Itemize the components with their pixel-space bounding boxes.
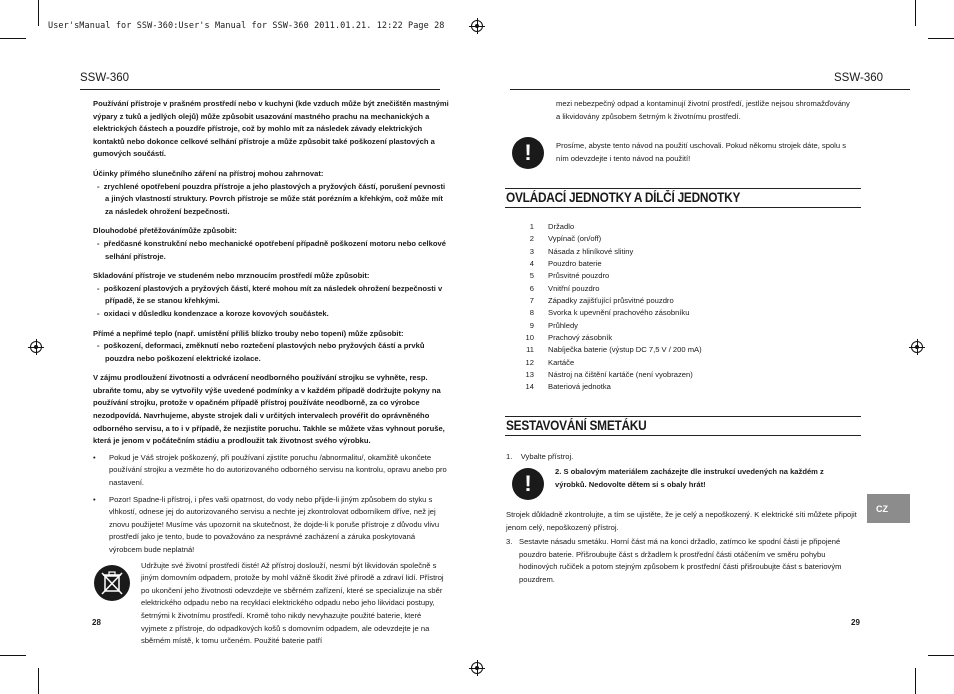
list-item: 8 Svorka k upevnění prachového zásobníku xyxy=(529,308,690,318)
dash-item: - zrychlené opotřebení pouzdra přístroje a jeho plastových a pryžových částí, porušení pevnosti a jiných vlastností struktury. Povrch přístroje se může stát porézním a křehkým, což může mít za následek ohrožení bezpečnosti. xyxy=(97,181,446,216)
exclamation-icon: ! xyxy=(512,468,544,500)
disposal-notice xyxy=(93,560,449,648)
list-item: 7 Západky zajišťující průsvitné pouzdro xyxy=(529,296,674,306)
list-item: 1 Držadlo xyxy=(529,222,575,231)
paragraph: V zájmu prodloužení životnosti a odvrácení neodborného používání strojku se vyhněte, resp. ubraňte tomu, aby se vytvořily výše uvedené podmínky a v každém případě dodržujte pokyny na používání strojku, protože v opačném případě přístroj používáte neodborně, za co výrobce nezodpovídá. Navrhujeme, abyste strojek dali v určitých intervalech provéřit do oprávněného odborného servisu, a to i v případě, že nezjistíte poruchu. Takhle se můžete vžas vyhnout poruše, která je jenom v počátečním stádiu a prodloužit tak životnost svého výrobku. xyxy=(93,373,445,446)
paragraph: Přímé a nepřímé teplo (např. umístění příliš blízko trouby nebo topení) může způsobit: xyxy=(93,328,404,338)
paragraph: Účinky přímého slunečního záření na přístroj mohou zahrnovat: xyxy=(93,168,324,178)
list-item: 10 Prachový zásobník xyxy=(525,333,613,343)
parts-list xyxy=(510,221,810,394)
left-header-rule xyxy=(80,89,440,90)
crop-mark xyxy=(915,0,916,26)
bullet-icon: • xyxy=(93,452,96,462)
left-page-number: 28 xyxy=(92,618,101,627)
list-item: 5 Průsvitné pouzdro xyxy=(529,271,610,281)
right-model-label: SSW-360 xyxy=(834,72,884,84)
list-item: 12 Kartáče xyxy=(525,357,575,367)
crop-mark xyxy=(0,38,26,39)
left-column xyxy=(93,98,449,648)
check-text: Strojek důkladně zkontrolujte, a tím se ujistěte, že je celý a nepoškozený. K elektrické síti můžete připojit jenom celý, nepoškozený přístroj. xyxy=(506,510,857,532)
list-item: • Pokud je Váš strojek poškozený, při používaní zjistíte poruchu /abnormalitu/, okamžitě ukončete používání strojku a vezměte ho do autorizovaného odborného servisu na kontrolu, opravu anebo pro nastavení. xyxy=(93,452,449,490)
registration-mark-icon xyxy=(911,341,923,353)
crop-mark xyxy=(928,38,954,39)
paragraph: Skladování přístroje ve studeném nebo mrznoucím prostředí může způsobit: xyxy=(93,271,370,281)
list-item: • Pozor! Spadne-li přístroj, i přes vaši opatrnost, do vody nebo přijde-li jiným způsobem do styku s vlhkostí, odnese jej do autorizovaného servisu a nechte jej zkontrolovat odborníkem dříve, než jej znovu použijete! Musíme vás upozornit na skutečnost, že dojde-li k poruše přístroje z důvodu vlivu prostředí jako je tento, bude to považováno za nesprávné zacházení a záruka poskytovaná výrobcem bude neplatná! xyxy=(93,494,449,557)
bullet-icon: • xyxy=(93,494,96,504)
exclamation-icon: ! xyxy=(512,137,544,169)
crop-mark xyxy=(0,655,26,656)
disposal-text: Udržujte své životní prostředí čisté! Až přístroj doslouží, nesmí být likvidován společně s jiným domovním odpadem, protože by mohl vážně škodit živé přírodě a zdraví lidí. Přístroj po ukončení jeho životnosti odevzdejte ve sběrném zařízení, které se specializuje na sběr elektrického odpadu nebo na recyklaci elektrického odpadu nebo jeho likvidaci postupy, šetrnými k životnímu prostředí. Kromě toho nikdy nevyhazujte použité baterie, které vyjmete z přístroje, do odpadkových košů s domovním odpadem, ale odevzdejte je na sběrném místě, k tomu určeném. Použité baterie patří xyxy=(141,560,444,646)
section-title-controls: OVLÁDACÍ JEDNOTKY A DÍLČÍ JEDNOTKY xyxy=(506,190,741,205)
crossed-bin-icon xyxy=(93,560,141,648)
crop-mark xyxy=(928,655,954,656)
notice-text: Prosíme, abyste tento návod na použití uschovali. Pokud někomu strojek dáte, spolu s ním odevzdejte i tento návod na použití! xyxy=(556,141,846,163)
left-model-label: SSW-360 xyxy=(80,72,130,84)
step-3: 3. Sestavte násadu smetáku. Horní část má na konci držadlo, zatímco ke spodní části je připojené pouzdro baterie. Přišroubujte část s držadlem k prostřední části otáčením ve směru pohybu hodinových ručiček a potom stejným způsobem k prostřední části přišroubujte část s bateriovým pouzdrem. xyxy=(506,537,842,584)
paragraph: Používání přístroje v prašném prostředí nebo v kuchyni (kde vzduch může být znečištěn mastnými výpary z tuků a jedlých olejů) může způsobit usazování mastného prachu na mechanických a elektrických částech a pouzdře přístroje, což by mohlo mít za následek závady elektrických kontaktů nebo dokonce celkové selhání přístroje a může způsobit také poškození plastových a gumových součástí. xyxy=(93,99,449,159)
dash-item: - poškození, deformaci, změknutí nebo roztečení plastových nebo pryžových částí a prvků pouzdra nebo poškození elektrické izolace. xyxy=(97,341,425,363)
crop-mark xyxy=(38,668,39,694)
dash-item: - oxidaci v důsledku kondenzace a koroze kovových součástek. xyxy=(97,308,329,318)
step-1: 1. Vybalte přístroj. xyxy=(506,452,574,461)
registration-mark-icon xyxy=(30,341,42,353)
continuation-text: mezi nebezpečný odpad a kontaminují životní prostředí, jestliže nejsou shromažďovány a likvidovány způsobem šetrným k životnímu prostředí. xyxy=(556,99,850,121)
right-page-number: 29 xyxy=(851,618,860,627)
dash-item: - poškození plastových a pryžových částí, které mohou mít za následek ohrožení bezpečnosti v případě, že se stanou křehkými. xyxy=(97,283,443,306)
step-2-warning: 2. S obalovým materiálem zacházejte dle instrukcí uvedených na každém z výrobků. Nedovolte dětem si s obaly hrát! xyxy=(555,467,824,489)
section-title-assembly: SESTAVOVÁNÍ SMETÁKU xyxy=(506,418,647,433)
registration-mark-icon xyxy=(471,662,483,674)
dash-item: - předčasné konstrukční nebo mechanické opotřebení případně poškození motoru nebo celkové selhání přístroje. xyxy=(97,238,446,261)
list-item: 11 Nabíječka baterie (výstup DC 7,5 V / 200 mA) xyxy=(526,345,702,355)
list-item: 6 Vnitřní pouzdro xyxy=(529,283,600,293)
crop-mark xyxy=(915,668,916,694)
right-header-rule xyxy=(510,89,910,90)
language-tab: CZ xyxy=(867,494,910,523)
registration-mark-icon xyxy=(471,20,483,32)
paragraph: Dlouhodobé přetěžovánímůže způsobit: xyxy=(93,226,237,236)
crop-mark xyxy=(38,0,39,26)
list-item: 3 Násada z hliníkové slitiny xyxy=(529,246,634,256)
list-item: 2 Vypínač (on/off) xyxy=(529,234,602,244)
list-item: 14 Bateriová jednotka xyxy=(525,382,611,392)
list-item: 13 Nástroj na čištění kartáče (není vyobrazen) xyxy=(525,370,693,380)
list-item: 9 Průhledy xyxy=(529,320,578,330)
print-header: User'sManual for SSW-360:User's Manual for SSW-360 2011.01.21. 12:22 Page 28 xyxy=(48,21,445,31)
list-item: 4 Pouzdro baterie xyxy=(529,259,602,269)
